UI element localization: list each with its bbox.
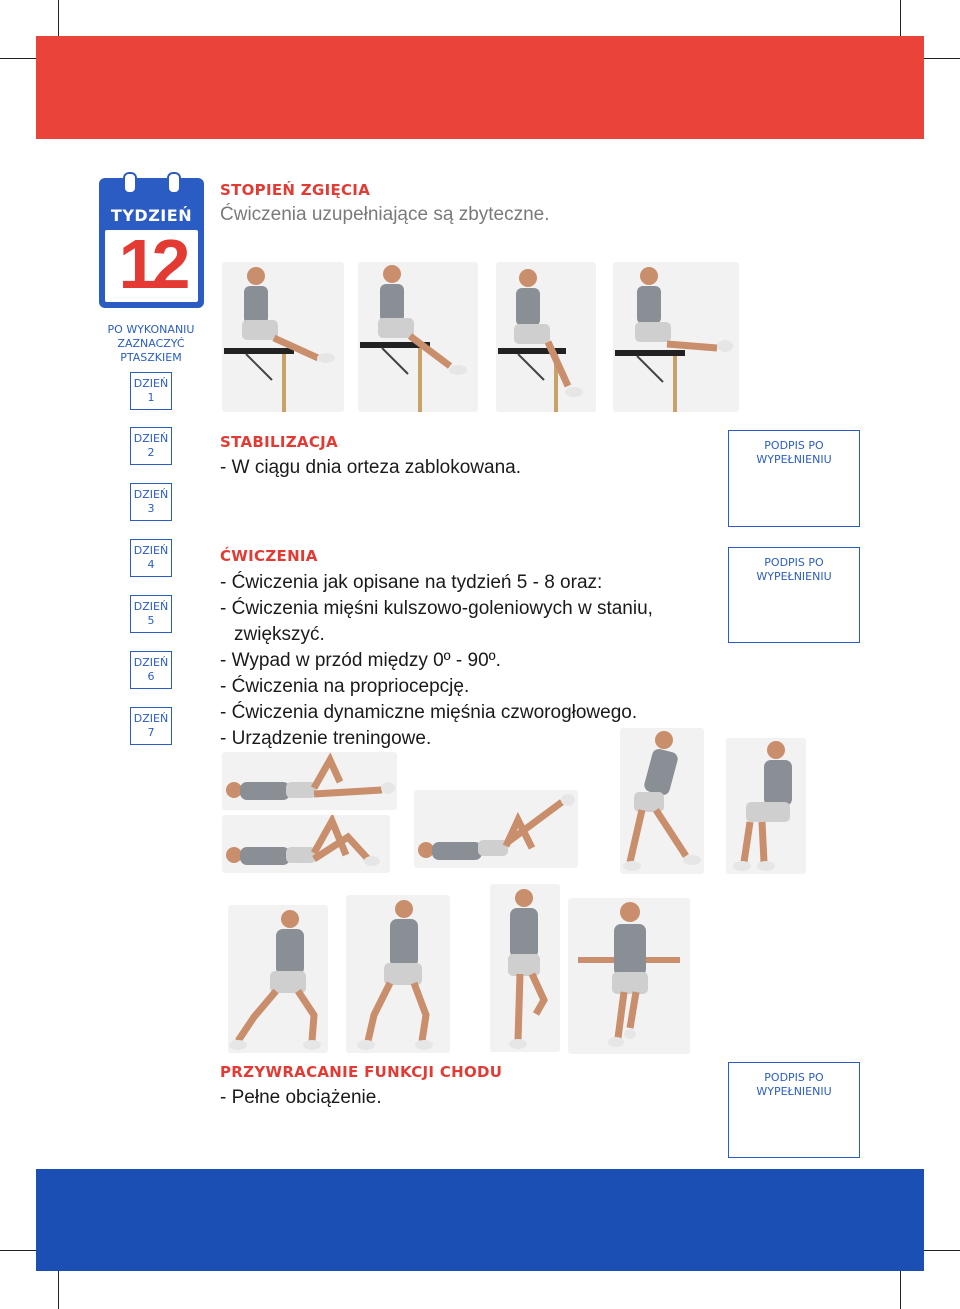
exercises-list-block [220, 570, 700, 752]
exercise-photo-single-leg [490, 884, 560, 1052]
signature-box-gait[interactable]: PODPIS PO WYPEŁNIENIU [728, 1062, 860, 1158]
day-checkbox-6[interactable]: DZIEŃ 6 [130, 651, 172, 689]
stabilization-text: - W ciągu dnia orteza zablokowana. [220, 457, 521, 478]
signature-box-stabilization[interactable]: PODPIS PO WYPEŁNIENIU [728, 430, 860, 527]
crop-mark [58, 1265, 59, 1309]
exercise-photo-seated-1 [222, 262, 344, 412]
exercise-photo-balance [568, 898, 690, 1054]
exercise-photo-hamstring-stretch [620, 728, 704, 874]
week-number-box [105, 225, 198, 303]
week-number: 12 [118, 225, 185, 303]
exercise-photo-seated-3 [496, 262, 596, 412]
exercise-photo-lying-2 [222, 815, 390, 873]
day-checkbox-2[interactable]: DZIEŃ 2 [130, 427, 172, 465]
exercise-photo-lunge-1 [228, 905, 328, 1053]
day-checkbox-7[interactable]: DZIEŃ 7 [130, 707, 172, 745]
calendar-ring-icon [123, 172, 137, 194]
gait-heading: PRZYWRACANIE FUNKCJI CHODU [220, 1063, 503, 1081]
exercise-photo-lying-1 [222, 752, 397, 810]
exercise-photo-lunge-2 [346, 895, 450, 1053]
list-item: - Ćwiczenia jak opisane na tydzień 5 - 8 oraz: [220, 572, 603, 593]
flexion-text: Ćwiczenia uzupełniające są zbyteczne. [220, 204, 550, 225]
signature-box-exercises[interactable]: PODPIS PO WYPEŁNIENIU [728, 547, 860, 643]
exercises-heading: ĆWICZENIA [220, 547, 318, 565]
exercise-photo-lying-3 [414, 790, 578, 868]
stabilization-heading: STABILIZACJA [220, 433, 338, 451]
list-item: - Ćwiczenia na propriocepcję. [220, 676, 470, 697]
exercise-photo-seated-4 [613, 262, 739, 412]
exercise-photo-wall-sit [726, 738, 806, 874]
day-checkbox-3[interactable]: DZIEŃ 3 [130, 483, 172, 521]
list-item: - Ćwiczenia mięśni kulszowo-goleniowych w staniu, zwiększyć. [220, 598, 653, 645]
tick-instruction: PO WYKONANIU ZAZNACZYĆ PTASZKIEM [107, 323, 195, 364]
top-color-band [36, 36, 924, 139]
list-item: - Ćwiczenia dynamiczne mięśnia czworogłowego. [220, 702, 638, 723]
day-checkbox-5[interactable]: DZIEŃ 5 [130, 595, 172, 633]
day-checkbox-1[interactable]: DZIEŃ 1 [130, 372, 172, 410]
week-calendar-badge [99, 178, 204, 308]
list-item: - Urządzenie treningowe. [220, 728, 432, 749]
flexion-heading: STOPIEŃ ZGIĘCIA [220, 181, 371, 199]
gait-text: - Pełne obciążenie. [220, 1087, 382, 1108]
week-label: TYDZIEŃ [110, 206, 193, 225]
exercises-list [220, 570, 700, 752]
day-checkbox-4[interactable]: DZIEŃ 4 [130, 539, 172, 577]
calendar-ring-icon [167, 172, 181, 194]
exercise-photo-seated-2 [358, 262, 478, 412]
list-item: - Wypad w przód między 0º - 90º. [220, 650, 501, 671]
crop-mark [900, 1265, 901, 1309]
bottom-color-band [36, 1169, 924, 1271]
